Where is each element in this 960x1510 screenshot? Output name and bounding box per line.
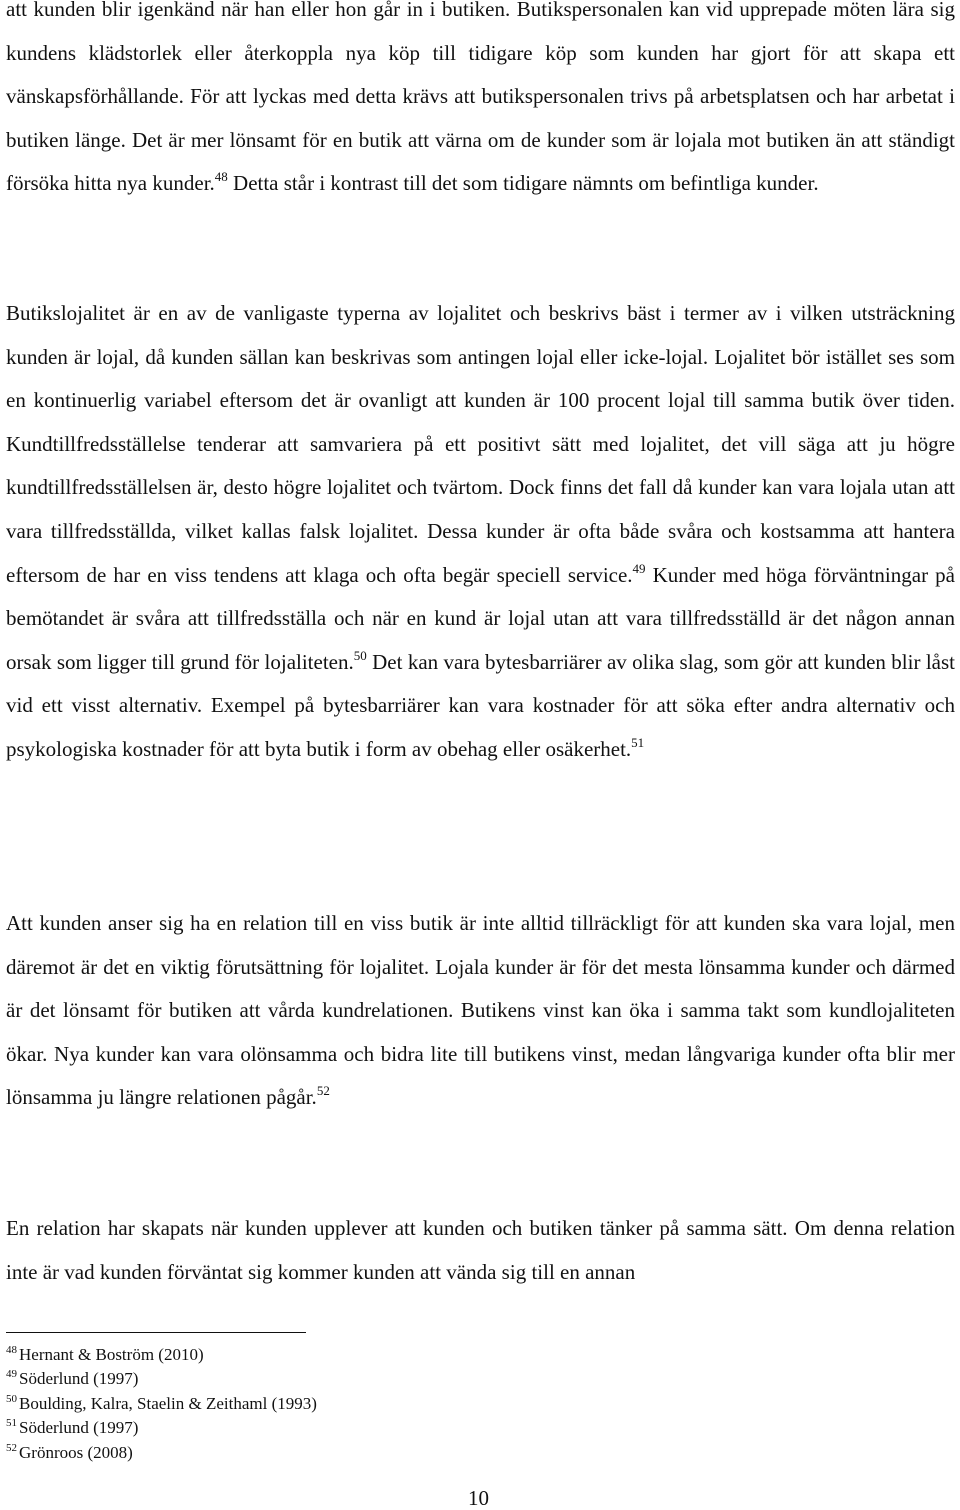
paragraph-text: Det kan vara bytesbarriärer av olika slag, som gör att kunden blir låst vid ett visst alternativ. Exempel på bytesbarriärer kan vara kostnader för att söka efter andra alternativ och psykologiska kostnader för att byta butik i form av obehag eller osäkerhet. [6, 649, 955, 761]
body-paragraph [6, 902, 955, 1120]
footnote-reference: 49 [632, 560, 646, 576]
footnote-number: 52 [6, 1441, 17, 1454]
footnote-number: 48 [6, 1344, 17, 1356]
page-number: 10 [468, 1486, 489, 1510]
footnote [6, 1441, 606, 1465]
paragraph-text: Kunder med höga förväntningar på bemötandet är svåra att tillfredsställa och när en kund är lojal utan att vara tillfredsställd är det någon annan orsak som ligger till grund för lojaliteten. [6, 562, 955, 674]
footnote-text: Grönroos (2008) [19, 1442, 133, 1462]
footnote [6, 1416, 606, 1440]
footnote-text: Söderlund (1997) [19, 1418, 139, 1438]
footnote-text: Söderlund (1997) [19, 1369, 139, 1389]
paragraph-text: En relation har skapats när kunden upplever att kunden och butiken tänker på samma sätt. Om denna relation inte är vad kunden förväntat sig kommer kunden att vända sig till en annan [6, 1216, 955, 1284]
paragraph-text: Detta står i kontrast till det som tidigare nämnts om befintliga kunder. [227, 171, 819, 196]
footnote-reference: 52 [316, 1083, 330, 1099]
footnote-reference: 51 [631, 734, 645, 750]
footnote-separator [6, 1332, 306, 1333]
body-paragraph [6, 1207, 955, 1294]
footnote-text: Hernant & Boström (2010) [19, 1345, 204, 1364]
footnote-text: Boulding, Kalra, Staelin & Zeithaml (1993) [19, 1393, 317, 1413]
paragraph-text: att kunden blir igenkänd när han eller hon går in i butiken. Butikspersonalen kan vid upprepade möten lära sig kundens klädstorlek eller återkoppla nya köp till tidigare köp som kunden har gjort för att skapa ett vänskapsförhållande. För att lyckas med detta krävs att butikspersonalen trivs på arbetsplatsen och har arbetat i butiken länge. Det är mer lönsamt för en butik att värna om de kunder som är lojala mot butiken än att ständigt försöka hitta nya kunder. [6, 0, 955, 196]
body-paragraph [6, 0, 955, 206]
footnote [6, 1343, 606, 1367]
footnote [6, 1367, 606, 1391]
footnote-list [6, 1343, 606, 1465]
footnote [6, 1392, 606, 1416]
footnote-reference: 50 [353, 647, 367, 663]
footnote-reference: 48 [214, 169, 228, 185]
footnote-number: 51 [6, 1417, 17, 1430]
body-paragraph [6, 292, 955, 772]
footnote-number: 50 [6, 1392, 17, 1405]
paragraph-text: Att kunden anser sig ha en relation till en viss butik är inte alltid tillräckligt för att kunden ska vara lojal, men däremot är det en viktig förutsättning för lojalitet. Lojala kunder är för det mesta lönsamma kunder och därmed är det lönsamt för butiken att vårda kundrelationen. Butikens vinst kan öka i samma takt som kundlojaliteten ökar. Nya kunder kan vara olönsamma och bidra lite till butikens vinst, medan långvariga kunder ofta blir mer lönsamma ju längre relationen pågår. [6, 911, 955, 1110]
paragraph-text: Butikslojalitet är en av de vanligaste typerna av lojalitet och beskrivs bäst i termer av i vilken utsträckning kunden är lojal, då kunden sällan kan beskrivas som antingen lojal eller icke-lojal. Lojalitet bör istället ses som en kontinuerlig variabel eftersom det är ovanligt att kunden är 100 procent lojal till samma butik över tiden. Kundtillfredsställelse tenderar att samvariera på ett positivt sätt med lojalitet, det vill säga att ju högre kundtillfredsställelsen är, desto högre lojalitet och tvärtom. Dock finns det fall då kunder kan vara lojala utan att vara tillfredsställda, vilket kallas falsk lojalitet. Dessa kunder är ofta både svåra och kostsamma att hantera eftersom de har en viss tendens att klaga och ofta begär speciell service. [6, 301, 955, 587]
footnote-number: 49 [6, 1368, 17, 1381]
